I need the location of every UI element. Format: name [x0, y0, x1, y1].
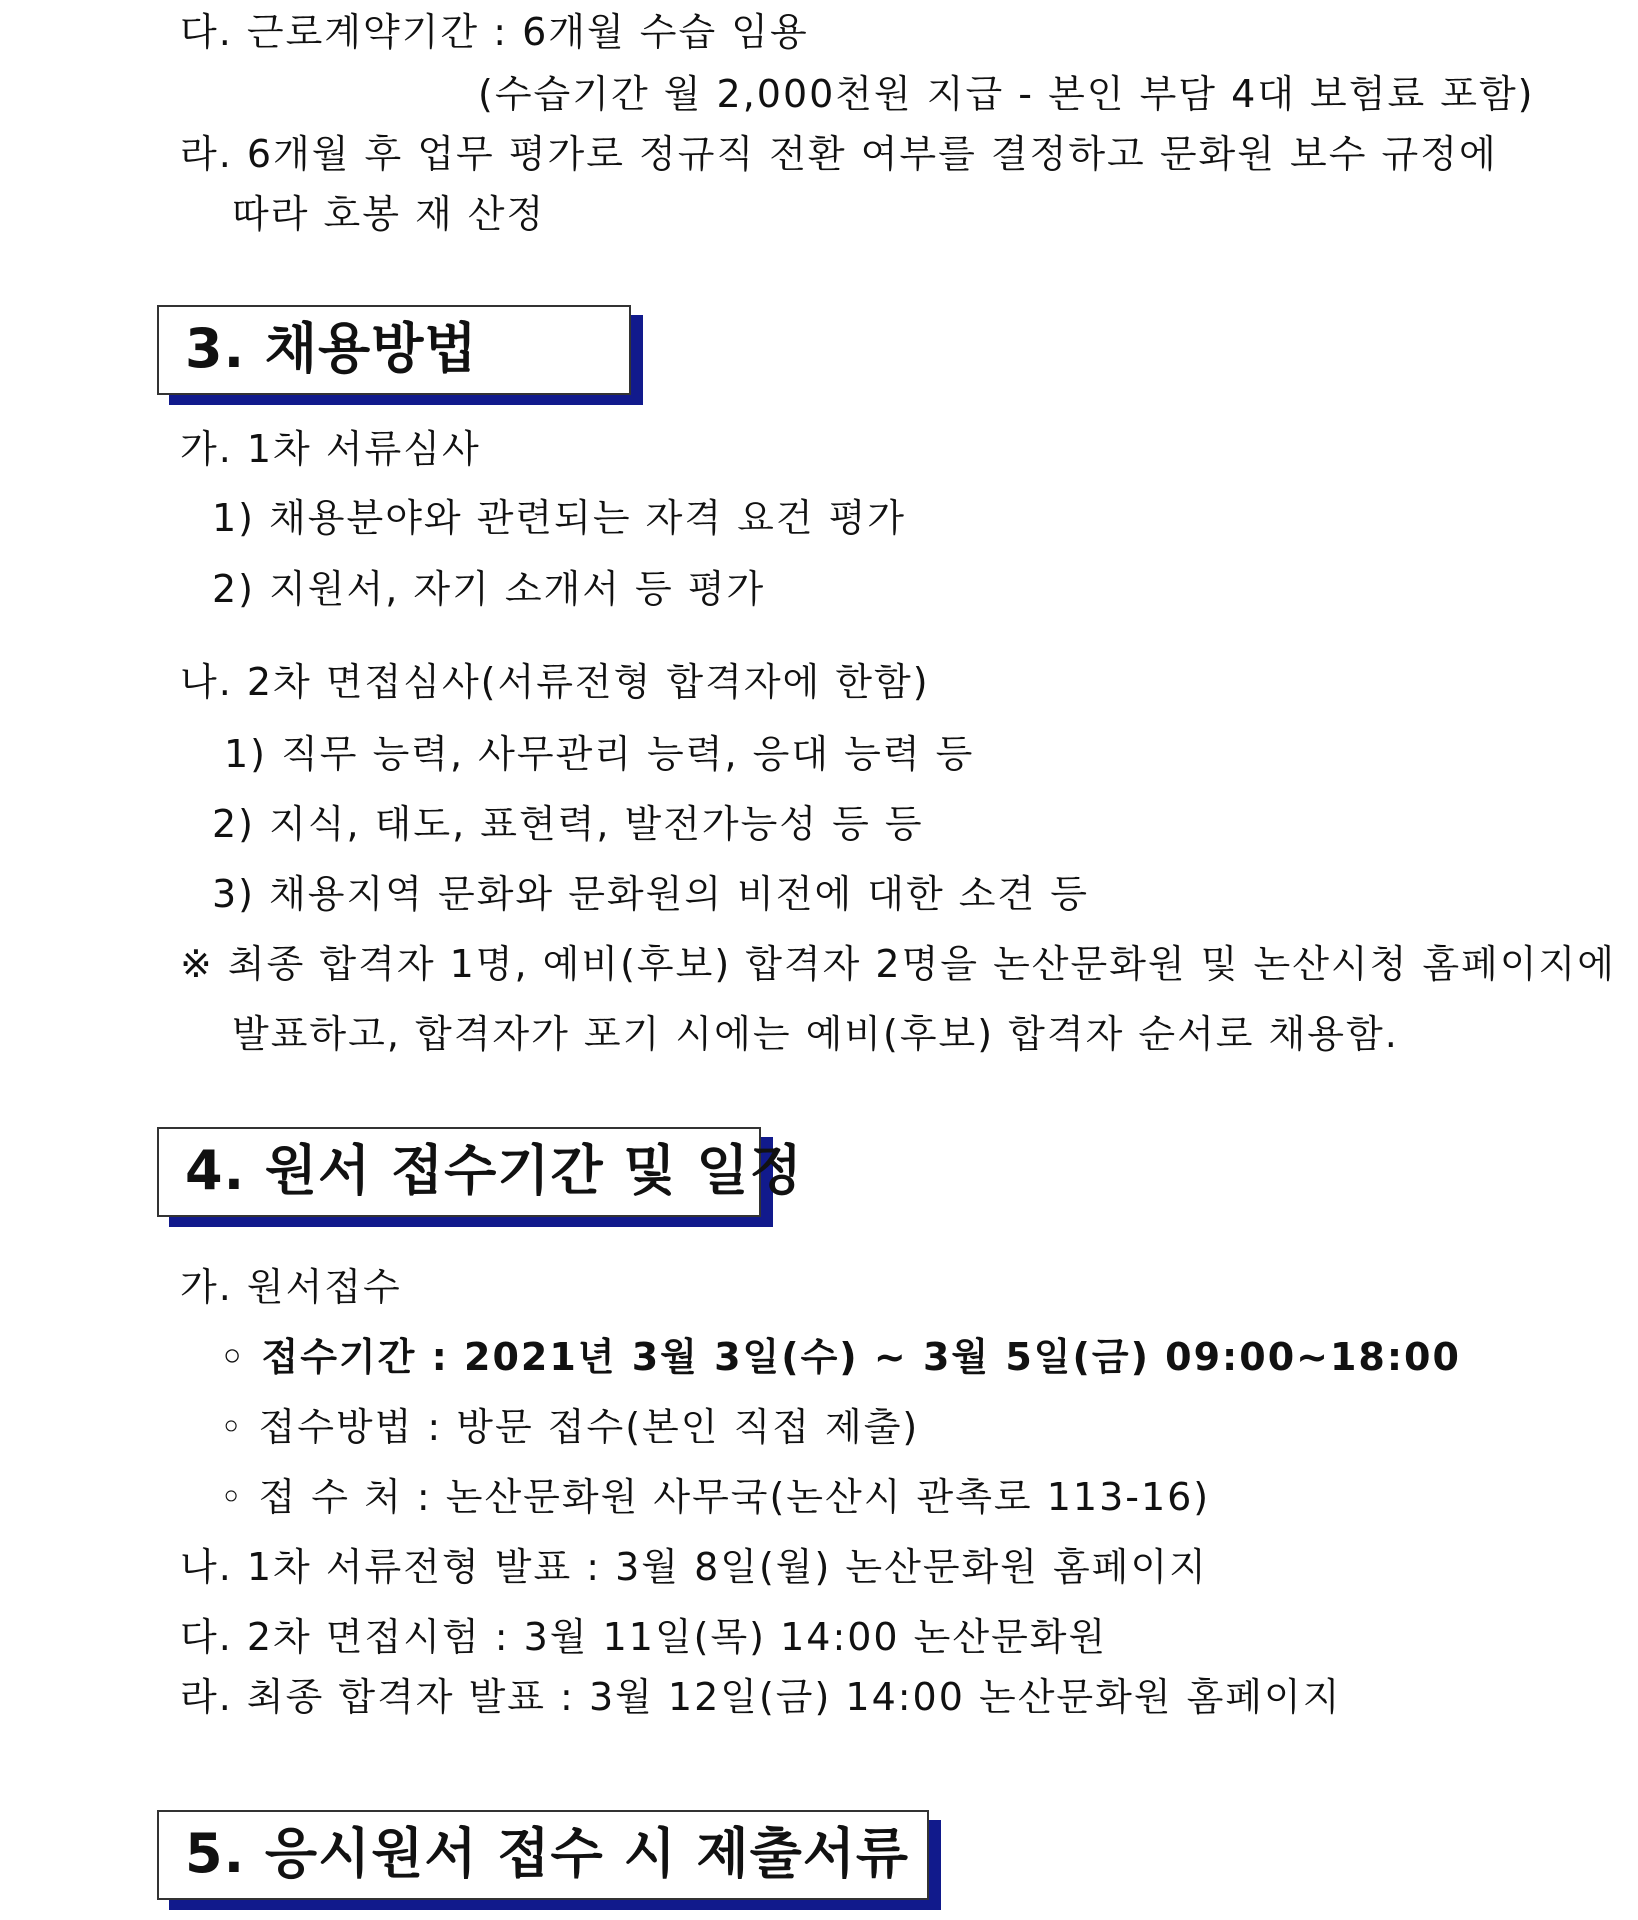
reception-period: ◦ 접수기간 : 2021년 3월 3일(수) ~ 3월 5일(금) 09:00~18:00: [220, 1335, 1461, 1379]
contract-period-line: 다. 근로계약기간 : 6개월 수습 임용: [180, 10, 809, 54]
first-stage-item: 2) 지원서, 자기 소개서 등 평가: [212, 567, 766, 611]
contract-evaluation-line: 라. 6개월 후 업무 평가로 정규직 전환 여부를 결정하고 문화원 보수 규정에: [180, 132, 1498, 176]
schedule-document-result: 나. 1차 서류전형 발표 : 3월 8일(월) 논산문화원 홈페이지: [180, 1545, 1208, 1589]
section-4-heading-box: [157, 1127, 803, 1217]
second-stage-item: 2) 지식, 태도, 표현력, 발전가능성 등 등: [212, 802, 924, 846]
section-4-title: 4. 원서 접수기간 및 일정: [185, 1139, 803, 1202]
section-3-heading-box: [157, 305, 631, 395]
reception-label: 가. 원서접수: [180, 1265, 402, 1309]
schedule-final-result: 라. 최종 합격자 발표 : 3월 12일(금) 14:00 논산문화원 홈페이지: [180, 1675, 1342, 1719]
section-3-title: 3. 채용방법: [185, 317, 478, 380]
section-5-title: 5. 응시원서 접수 시 제출서류: [185, 1822, 910, 1885]
second-stage-item: 1) 직무 능력, 사무관리 능력, 응대 능력 등: [224, 732, 975, 776]
reception-method: ◦ 접수방법 : 방문 접수(본인 직접 제출): [220, 1405, 920, 1449]
schedule-interview: 다. 2차 면접시험 : 3월 11일(목) 14:00 논산문화원: [180, 1615, 1108, 1659]
reception-place: ◦ 접 수 처 : 논산문화원 사무국(논산시 관촉로 113-16): [220, 1475, 1211, 1519]
contract-evaluation-line-continued: 따라 호봉 재 산정: [232, 192, 546, 236]
final-selection-note-continued: 발표하고, 합격자가 포기 시에는 예비(후보) 합격자 순서로 채용함.: [232, 1012, 1399, 1056]
final-selection-note: ※ 최종 합격자 1명, 예비(후보) 합격자 2명을 논산문화원 및 논산시청 홈페이지에: [180, 942, 1616, 986]
first-stage-label: 가. 1차 서류심사: [180, 427, 481, 471]
first-stage-item: 1) 채용분야와 관련되는 자격 요건 평가: [212, 496, 907, 540]
section-5-heading-box: [157, 1810, 929, 1900]
second-stage-label: 나. 2차 면접심사(서류전형 합격자에 한함): [180, 660, 930, 704]
contract-period-note: (수습기간 월 2,000천원 지급 - 본인 부담 4대 보험료 포함): [478, 72, 1535, 116]
second-stage-item: 3) 채용지역 문화와 문화원의 비전에 대한 소견 등: [212, 872, 1090, 916]
